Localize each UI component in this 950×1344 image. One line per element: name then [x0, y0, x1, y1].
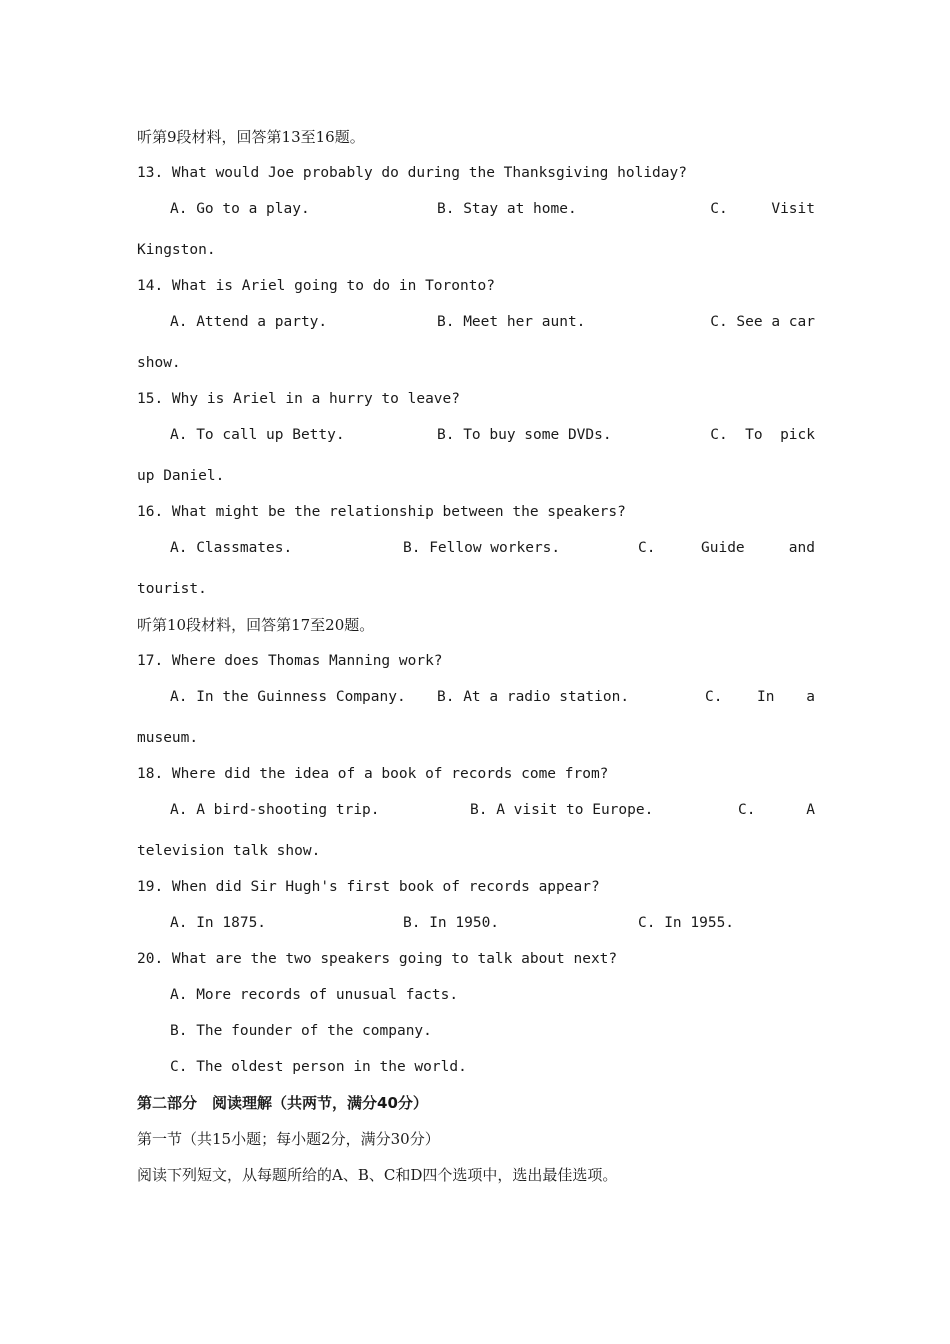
- question-19: 19. When did Sir Hugh's first book of records appear?: [137, 879, 600, 895]
- q20-option-b: B. The founder of the company.: [170, 1023, 432, 1039]
- q17-option-c-word2: a: [806, 689, 815, 705]
- q18-option-c-cont: television talk show.: [137, 843, 321, 859]
- question-14: 14. What is Ariel going to do in Toronto?: [137, 278, 495, 294]
- question-16: 16. What might be the relationship between the speakers?: [137, 504, 626, 520]
- q19-option-c: C. In 1955.: [638, 915, 735, 931]
- q13-option-a: A. Go to a play.: [170, 201, 310, 217]
- q20-option-a: A. More records of unusual facts.: [170, 987, 459, 1003]
- q18-option-b: B. A visit to Europe.: [470, 802, 654, 818]
- q19-option-b: B. In 1950.: [403, 915, 500, 931]
- question-20: 20. What are the two speakers going to talk about next?: [137, 951, 618, 967]
- q15-option-b: B. To buy some DVDs.: [437, 427, 612, 443]
- q13-option-b: B. Stay at home.: [437, 201, 577, 217]
- q16-option-c-word2: and: [788, 540, 815, 556]
- q14-option-c-cont: show.: [137, 355, 181, 371]
- q13-option-c: C. Visit: [710, 201, 815, 217]
- part2-title: 第二部分 阅读理解（共两节，满分40分）: [137, 1094, 428, 1112]
- q19-option-a: A. In 1875.: [170, 915, 267, 931]
- q13-option-c-cont: Kingston.: [137, 242, 216, 258]
- question-15: 15. Why is Ariel in a hurry to leave?: [137, 391, 461, 407]
- part2-instructions: 阅读下列短文，从每题所给的A、B、C和D四个选项中，选出最佳选项。: [137, 1166, 618, 1184]
- q17-option-a: A. In the Guinness Company.: [170, 689, 406, 705]
- part2-section1: 第一节（共15小题；每小题2分，满分30分）: [137, 1130, 440, 1148]
- q20-option-c: C. The oldest person in the world.: [170, 1059, 467, 1075]
- q14-option-a: A. Attend a party.: [170, 314, 328, 330]
- q16-option-b: B. Fellow workers.: [403, 540, 561, 556]
- q14-option-b: B. Meet her aunt.: [437, 314, 586, 330]
- q18-option-a: A. A bird-shooting trip.: [170, 802, 380, 818]
- question-17: 17. Where does Thomas Manning work?: [137, 653, 443, 669]
- q15-option-c: C. To pick: [710, 427, 815, 443]
- q17-option-c-letter: C.: [705, 689, 723, 705]
- q16-option-c-letter: C.: [638, 540, 656, 556]
- section10-heading: 听第10段材料，回答第17至20题。: [137, 616, 375, 634]
- q14-option-c: C. See a car: [710, 314, 815, 330]
- q15-option-c-cont: up Daniel.: [137, 468, 225, 484]
- q18-option-c-letter: C.: [738, 802, 756, 818]
- q16-option-a: A. Classmates.: [170, 540, 293, 556]
- q18-option-c-word1: A: [806, 802, 815, 818]
- q15-option-a: A. To call up Betty.: [170, 427, 345, 443]
- question-18: 18. Where did the idea of a book of records come from?: [137, 766, 609, 782]
- q17-option-c-word1: In: [757, 689, 775, 705]
- q16-option-c-word1: Guide: [701, 540, 745, 556]
- question-13: 13. What would Joe probably do during the Thanksgiving holiday?: [137, 165, 687, 181]
- q17-option-b: B. At a radio station.: [437, 689, 630, 705]
- section9-heading: 听第9段材料，回答第13至16题。: [137, 128, 365, 146]
- q16-option-c-cont: tourist.: [137, 581, 207, 597]
- q17-option-c-cont: museum.: [137, 730, 199, 746]
